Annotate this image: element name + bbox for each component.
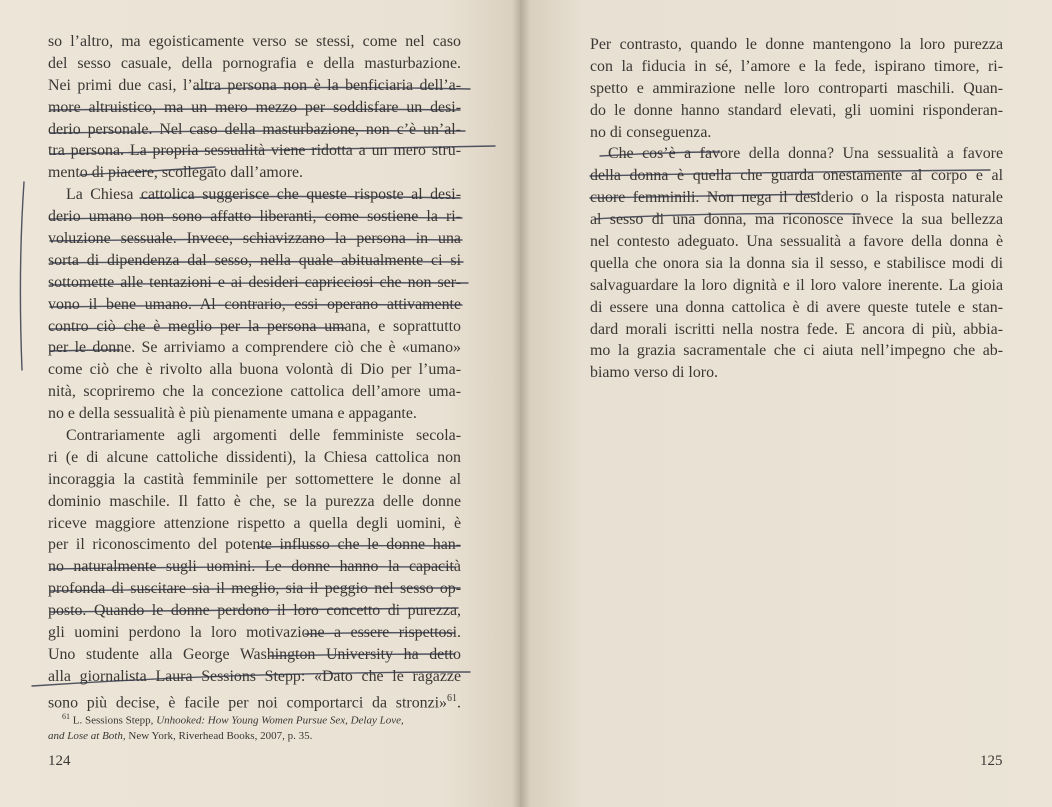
text-line: per le donne. Se arriviamo a comprendere ciò che è «umano» [48, 339, 461, 357]
text-line: del sesso casuale, della pornografia e della masturbazione. [48, 54, 461, 72]
text-line: derio umano non sono affatto liberanti, come sostiene la ri- [48, 208, 461, 226]
text-line: sottomette alle tentazioni e ai desideri capricciosi che non ser- [48, 273, 461, 291]
text-line: gli uomini perdono la loro motivazione a essere rispettosi. [48, 624, 461, 642]
text-line: more altruistico, ma un mero mezzo per soddisfare un desi- [48, 98, 461, 116]
page-number-left: 124 [48, 753, 71, 769]
footnote-publication: , New York, Riverhead Books, 2007, p. 35. [122, 729, 313, 742]
footnote-ref: 61 [447, 692, 458, 704]
text-line: nità, scopriremo che la concezione cattolica dell’amore uma- [48, 383, 461, 401]
text-line: spetto e ammirazione nelle loro controparti maschili. Quan- [590, 79, 1003, 97]
text-line: Nei primi due casi, l’altra persona non è la benficiaria dell’a- [48, 76, 461, 94]
text-line: nel contesto adeguato. Una sessualità a favore della donna è [590, 233, 1003, 251]
text-line: al sesso di una donna, ma riconosce invece la sua bellezza [590, 211, 1003, 229]
text-line: profonda di suscitare sia il meglio, sia il peggio nel sesso op- [48, 580, 461, 598]
text-line: derio personale. Nel caso della masturbazione, non c’è un’al- [48, 120, 461, 138]
text-line: no di conseguenza. [590, 123, 712, 141]
footnote-title-cont: and Lose at Both [48, 729, 123, 742]
text-line: Contrariamente agli argomenti delle femministe secola- [66, 427, 461, 445]
text-line-end: . [457, 694, 461, 712]
text-line: con la fiducia in sé, l’amore e la fede, ispirano timore, ri- [590, 57, 1003, 75]
text-line: dominio maschile. Il fatto è che, se la purezza delle donne [48, 492, 461, 510]
left-page [0, 0, 520, 807]
text-line: di essere una donna cattolica è di avere queste tutele e stan- [590, 298, 1003, 316]
text-line: mo la grazia sacramentale che ci aiuta nell’impegno che ab- [590, 342, 1003, 360]
text-line: alla giornalista Laura Sessions Stepp: «Dato che le ragazze [48, 667, 461, 685]
text-line: voluzione sessuale. Invece, schiavizzano la persona in una [48, 230, 461, 248]
text-line-body: sono più decise, è facile per noi comportarci da stronzi» [48, 694, 448, 712]
right-page [520, 0, 1052, 807]
text-line: Uno studente alla George Washington University ha detto [48, 645, 461, 663]
text-line: contro ciò che è meglio per la persona umana, e soprattutto [48, 317, 461, 335]
text-line: do le donne hanno standard elevati, gli uomini risponderan- [590, 101, 1003, 119]
text-line: mento di piacere, scollegato dall’amore. [48, 164, 304, 182]
book-gutter [512, 0, 530, 807]
text-line [48, 688, 461, 710]
footnote-author: L. Sessions Stepp, [72, 714, 154, 727]
text-line: sorta di dipendenza dal sesso, nella quale abitualmente ci si [48, 251, 461, 269]
text-line: per il riconoscimento del potente influsso che le donne han- [48, 536, 461, 554]
text-line: salvaguardare la loro dignità e il loro valore inerente. La gioia [590, 276, 1003, 294]
text-line: posto. Quando le donne perdono il loro concetto di purezza, [48, 602, 461, 620]
text-line: Che cos’è a favore della donna? Una sessualità a favore [608, 145, 1003, 163]
text-line: quella che onora sia la donna sia il sesso, e stabilisce modi di [590, 254, 1003, 272]
text-line: della donna è quella che guarda onestamente al corpo e al [590, 167, 1003, 185]
text-line: vono il bene umano. Al contrario, essi operano attivamente [48, 295, 461, 313]
side-bar-mark [20, 182, 24, 370]
text-line: tra persona. La propria sessualità viene ridotta a un mero stru- [48, 142, 461, 160]
text-line: ri (e di alcune cattoliche dissidenti), la Chiesa cattolica non [48, 448, 461, 466]
text-line: cuore femminili. Non nega il desiderio o la risposta naturale [590, 189, 1003, 207]
text-line: biamo verso di loro. [590, 364, 718, 382]
right-page-text [590, 34, 1003, 384]
text-line: riceve maggiore attenzione rispetto a quella degli uomini, è [48, 514, 461, 532]
text-line: so l’altro, ma egoisticamente verso se stessi, come nel caso [48, 33, 461, 50]
text-line: Per contrasto, quando le donne mantengono la loro purezza [590, 36, 1003, 53]
text-line: no naturalmente sugli uomini. Le donne hanno la capacità [48, 558, 461, 576]
text-line: dard morali iscritti nella nostra fede. E ancora di più, abbia- [590, 320, 1003, 338]
text-line: La Chiesa cattolica suggerisce che queste risposte al desi- [66, 186, 461, 204]
footnote-title: Unhooked: How Young Women Pursue Sex, Delay Love, [156, 714, 404, 727]
text-line: no e della sessualità è più pienamente umana e appagante. [48, 405, 417, 423]
text-line: come ciò che è rivolto alla buona volontà di Dio per l’uma- [48, 361, 461, 379]
footnote [48, 709, 461, 744]
footnote-number: 61 [62, 712, 70, 721]
left-page-text [48, 31, 461, 710]
text-line: incoraggia la castità femminile per sottomettere le donne al [48, 470, 461, 488]
page-number-right: 125 [980, 753, 1003, 769]
